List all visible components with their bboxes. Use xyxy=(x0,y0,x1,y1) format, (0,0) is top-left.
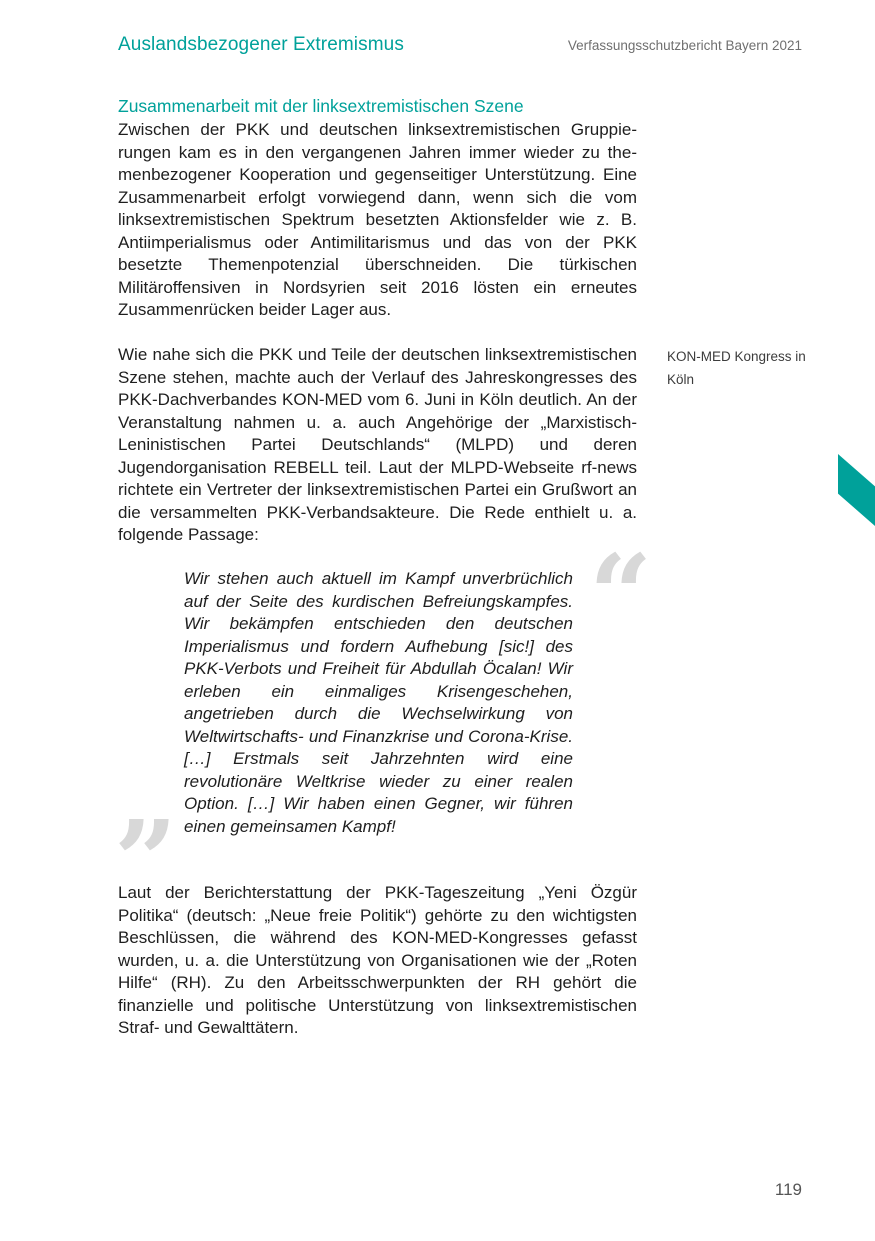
block-quote: Wir stehen auch aktuell im Kampf unverbrüchlich auf der Seite des kurdischen Befreiungskampfes. Wir bekämpfen entschieden den deutschen Imperialismus und fordern Aufhebung [sic!] des PKK-Verbots und Freiheit für Abdullah Öcalan! Wir erleben ein einmaliges Krisengeschehen, angetrieben durch die Wechselwirkung von Weltwirtschafts- und Finanzkrise und Corona-Krise. […] Erstmals seit Jahrzehnten wird eine revolutionäre Weltkrise wieder zu einer realen Option. […] Wir haben einen Gegner, wir führen einen gemeinsamen Kampf! xyxy=(184,569,573,836)
opening-quote-icon: “ xyxy=(589,530,653,659)
section-heading: Zusammenarbeit mit der linksextremistischen Szene xyxy=(118,96,524,116)
closing-quote-icon: ” xyxy=(114,796,178,925)
body-paragraph-2: Wie nahe sich die PKK und Teile der deutschen linksextremistischen Szene stehen, machte auch der Verlauf des Jahreskongresses des PKK-Dachverbandes KON-MED vom 6. Juni in Köln deutlich. An der Veranstaltung nahmen u. a. auch Angehörige der „Marxistisch-Leninistischen Partei Deutschlands“ (MLPD) und deren Jugendorganisation REBELL teil. Laut der MLPD-Webseite rf-news richtete ein Vertreter der linksextremistischen Partei ein Grußwort an die versammelten PKK-Verbandsakteure. Die Rede enthielt u. a. folgende Passage: xyxy=(118,345,637,544)
running-header-report: Verfassungsschutzbericht Bayern 2021 xyxy=(567,38,802,53)
running-header-section: Auslandsbezogener Extremismus xyxy=(118,34,404,55)
body-paragraph-3: Laut der Berichterstattung der PKK-Tageszeitung „Yeni Özgür Politika“ (deutsch: „Neue freie Politik“) gehörte zu den wichtigsten Beschlüssen, die während des KON-MED-Kongresses gefasst wurden, u. a. die Unterstützung von Organisationen wie der „Roten Hilfe“ (RH). Zu den Arbeitsschwerpunkten der RH gehört die finanzielle und politische Unterstützung von linksextremistischen Straf- und Gewalttätern. xyxy=(118,883,637,1037)
chapter-tab-marker xyxy=(838,454,875,526)
page-number: 119 xyxy=(774,1180,802,1199)
body-paragraph-1: Zwischen der PKK und deutschen linksextremistischen Gruppierungen kam es in den vergangenen Jahren immer wieder zu themenbezogener Kooperation und gegenseitiger Unterstützung. Eine Zusammenarbeit erfolgt vorwiegend dann, wenn sich die vom linksextremistischen Spektrum besetzten Aktionsfelder wie z. B. Antiimperialismus oder Antimilitarismus und das von der PKK besetzte Themenpotenzial überschneiden. Die türkischen Militäroffensiven in Nordsyrien seit 2016 lösten ein erneutes Zusammenrücken beider Lager aus. xyxy=(118,120,637,319)
margin-note: KON-MED Kongress in Köln xyxy=(667,349,806,387)
